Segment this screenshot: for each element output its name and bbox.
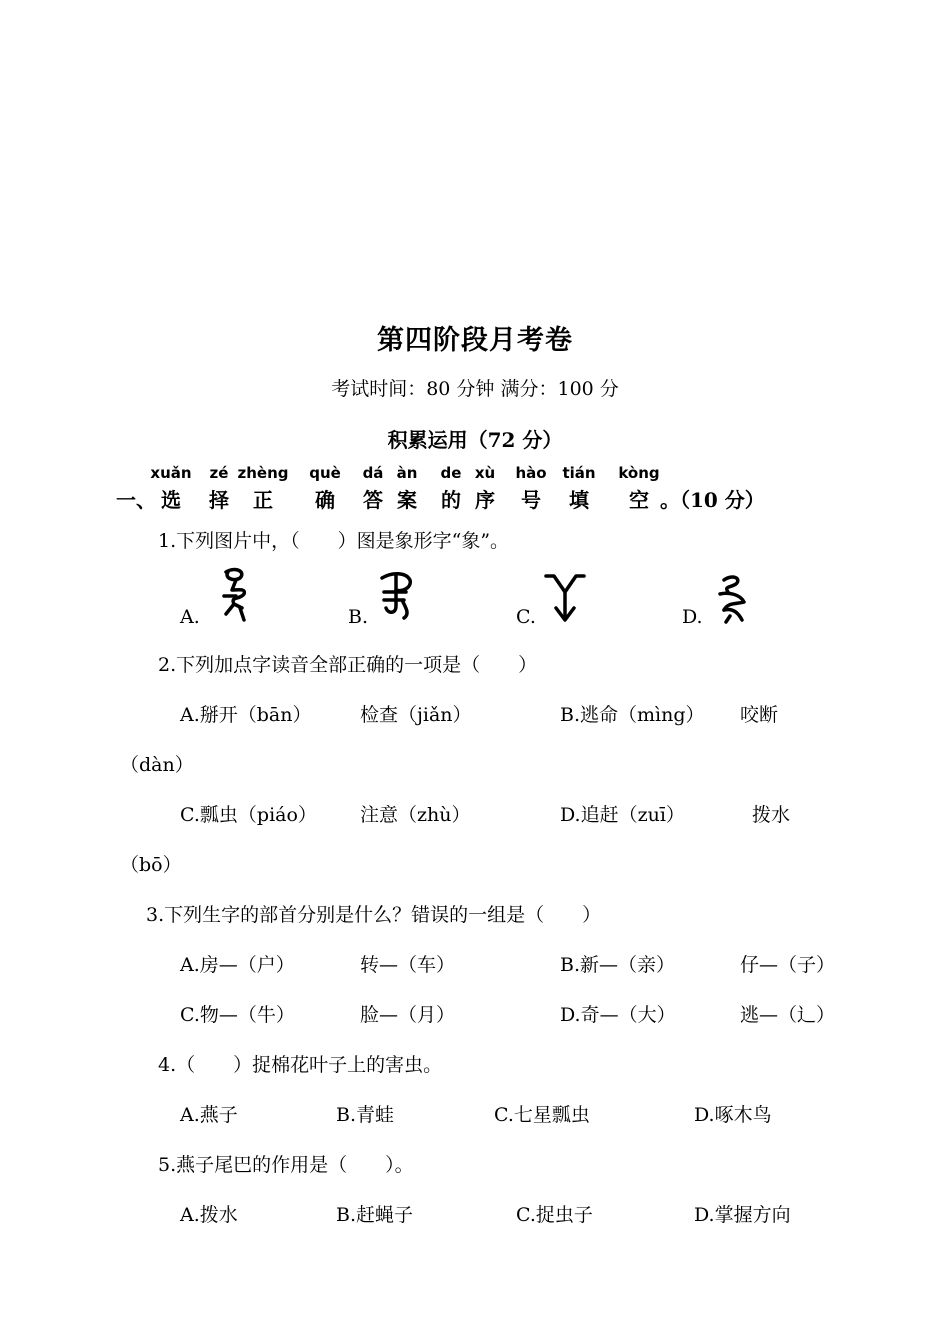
q3-option-a2: 转—（车）	[360, 954, 456, 976]
ruby-char: què 确	[309, 464, 341, 512]
q2-option-b2-cont: （dàn）	[120, 754, 194, 776]
q3-option-b2: 仔—（子）	[740, 954, 836, 976]
q3-stem: 3.下列生字的部首分别是什么？错误的一组是（ ）	[146, 904, 602, 926]
q2-option-d1: D.追赶（zuī）	[560, 804, 685, 826]
q3-option-b1: B.新—（亲）	[560, 954, 676, 976]
q2-option-b2: 咬断	[740, 704, 779, 726]
ruby-char: dá 答	[362, 464, 384, 512]
q2-option-d2: 拨水	[752, 804, 791, 826]
q4-stem: 4.（ ）捉棉花叶子上的害虫。	[158, 1054, 443, 1076]
q2-option-d2-cont: （bō）	[120, 854, 182, 876]
q3-option-d1: D.奇—（大）	[560, 1004, 676, 1026]
part1-suffix: 。（10 分）	[660, 488, 765, 512]
q5-option-b: B.赶蝇子	[336, 1204, 414, 1226]
ruby-char: àn 案	[396, 464, 418, 512]
q5-stem: 5.燕子尾巴的作用是（ ）。	[158, 1154, 414, 1176]
bird-glyph-icon	[714, 572, 750, 624]
q4-option-a: A.燕子	[180, 1104, 238, 1126]
q3-option-c2: 脸—（月）	[360, 1004, 456, 1026]
horse-glyph-icon	[376, 570, 416, 622]
q4-option-b: B.青蛙	[336, 1104, 395, 1126]
part1-prefix: 一、	[116, 488, 156, 512]
ruby-char: zé 择	[209, 464, 229, 512]
ruby-char: xuǎn 选	[150, 464, 192, 512]
q2-option-c1: C.瓢虫（piáo）	[180, 804, 317, 826]
q1-option-b-label: B.	[348, 606, 369, 628]
sheep-glyph-icon	[542, 572, 588, 624]
q3-option-a1: A.房—（户）	[180, 954, 295, 976]
q5-option-a: A.拨水	[180, 1204, 238, 1226]
q2-option-c2: 注意（zhù）	[360, 804, 471, 826]
q4-option-c: C.七星瓢虫	[494, 1104, 590, 1126]
q2-option-b1: B.逃命（mìng）	[560, 704, 705, 726]
q3-option-c1: C.物—（牛）	[180, 1004, 295, 1026]
ruby-char: hào 号	[515, 464, 547, 512]
exam-info: 考试时间：80 分钟 满分：100 分	[331, 378, 619, 400]
q5-option-c: C.捉虫子	[516, 1204, 593, 1226]
q2-stem: 2.下列加点字读音全部正确的一项是（ ）	[158, 654, 538, 676]
ruby-char: xù 序	[474, 464, 496, 512]
q1-option-c-label: C.	[516, 606, 536, 628]
elephant-glyph-icon	[216, 566, 254, 622]
q1-stem: 1.下列图片中，（ ）图是象形字“象”。	[158, 530, 510, 552]
q4-option-d: D.啄木鸟	[694, 1104, 772, 1126]
q3-option-d2: 逃—（辶）	[740, 1004, 836, 1026]
q5-option-d: D.掌握方向	[694, 1204, 791, 1226]
ruby-char: zhèng 正	[237, 464, 289, 512]
page-title: 第四阶段月考卷	[377, 325, 573, 356]
q1-option-d-label: D.	[682, 606, 703, 628]
ruby-char: de 的	[440, 464, 462, 512]
section-heading: 积累运用（72 分）	[387, 428, 563, 452]
ruby-char: tián 填	[562, 464, 596, 512]
q2-option-a1: A.掰开（bān）	[180, 704, 312, 726]
ruby-char: kòng 空	[618, 464, 660, 512]
q1-option-a-label: A.	[180, 606, 200, 628]
q2-option-a2: 检查（jiǎn）	[360, 704, 472, 726]
